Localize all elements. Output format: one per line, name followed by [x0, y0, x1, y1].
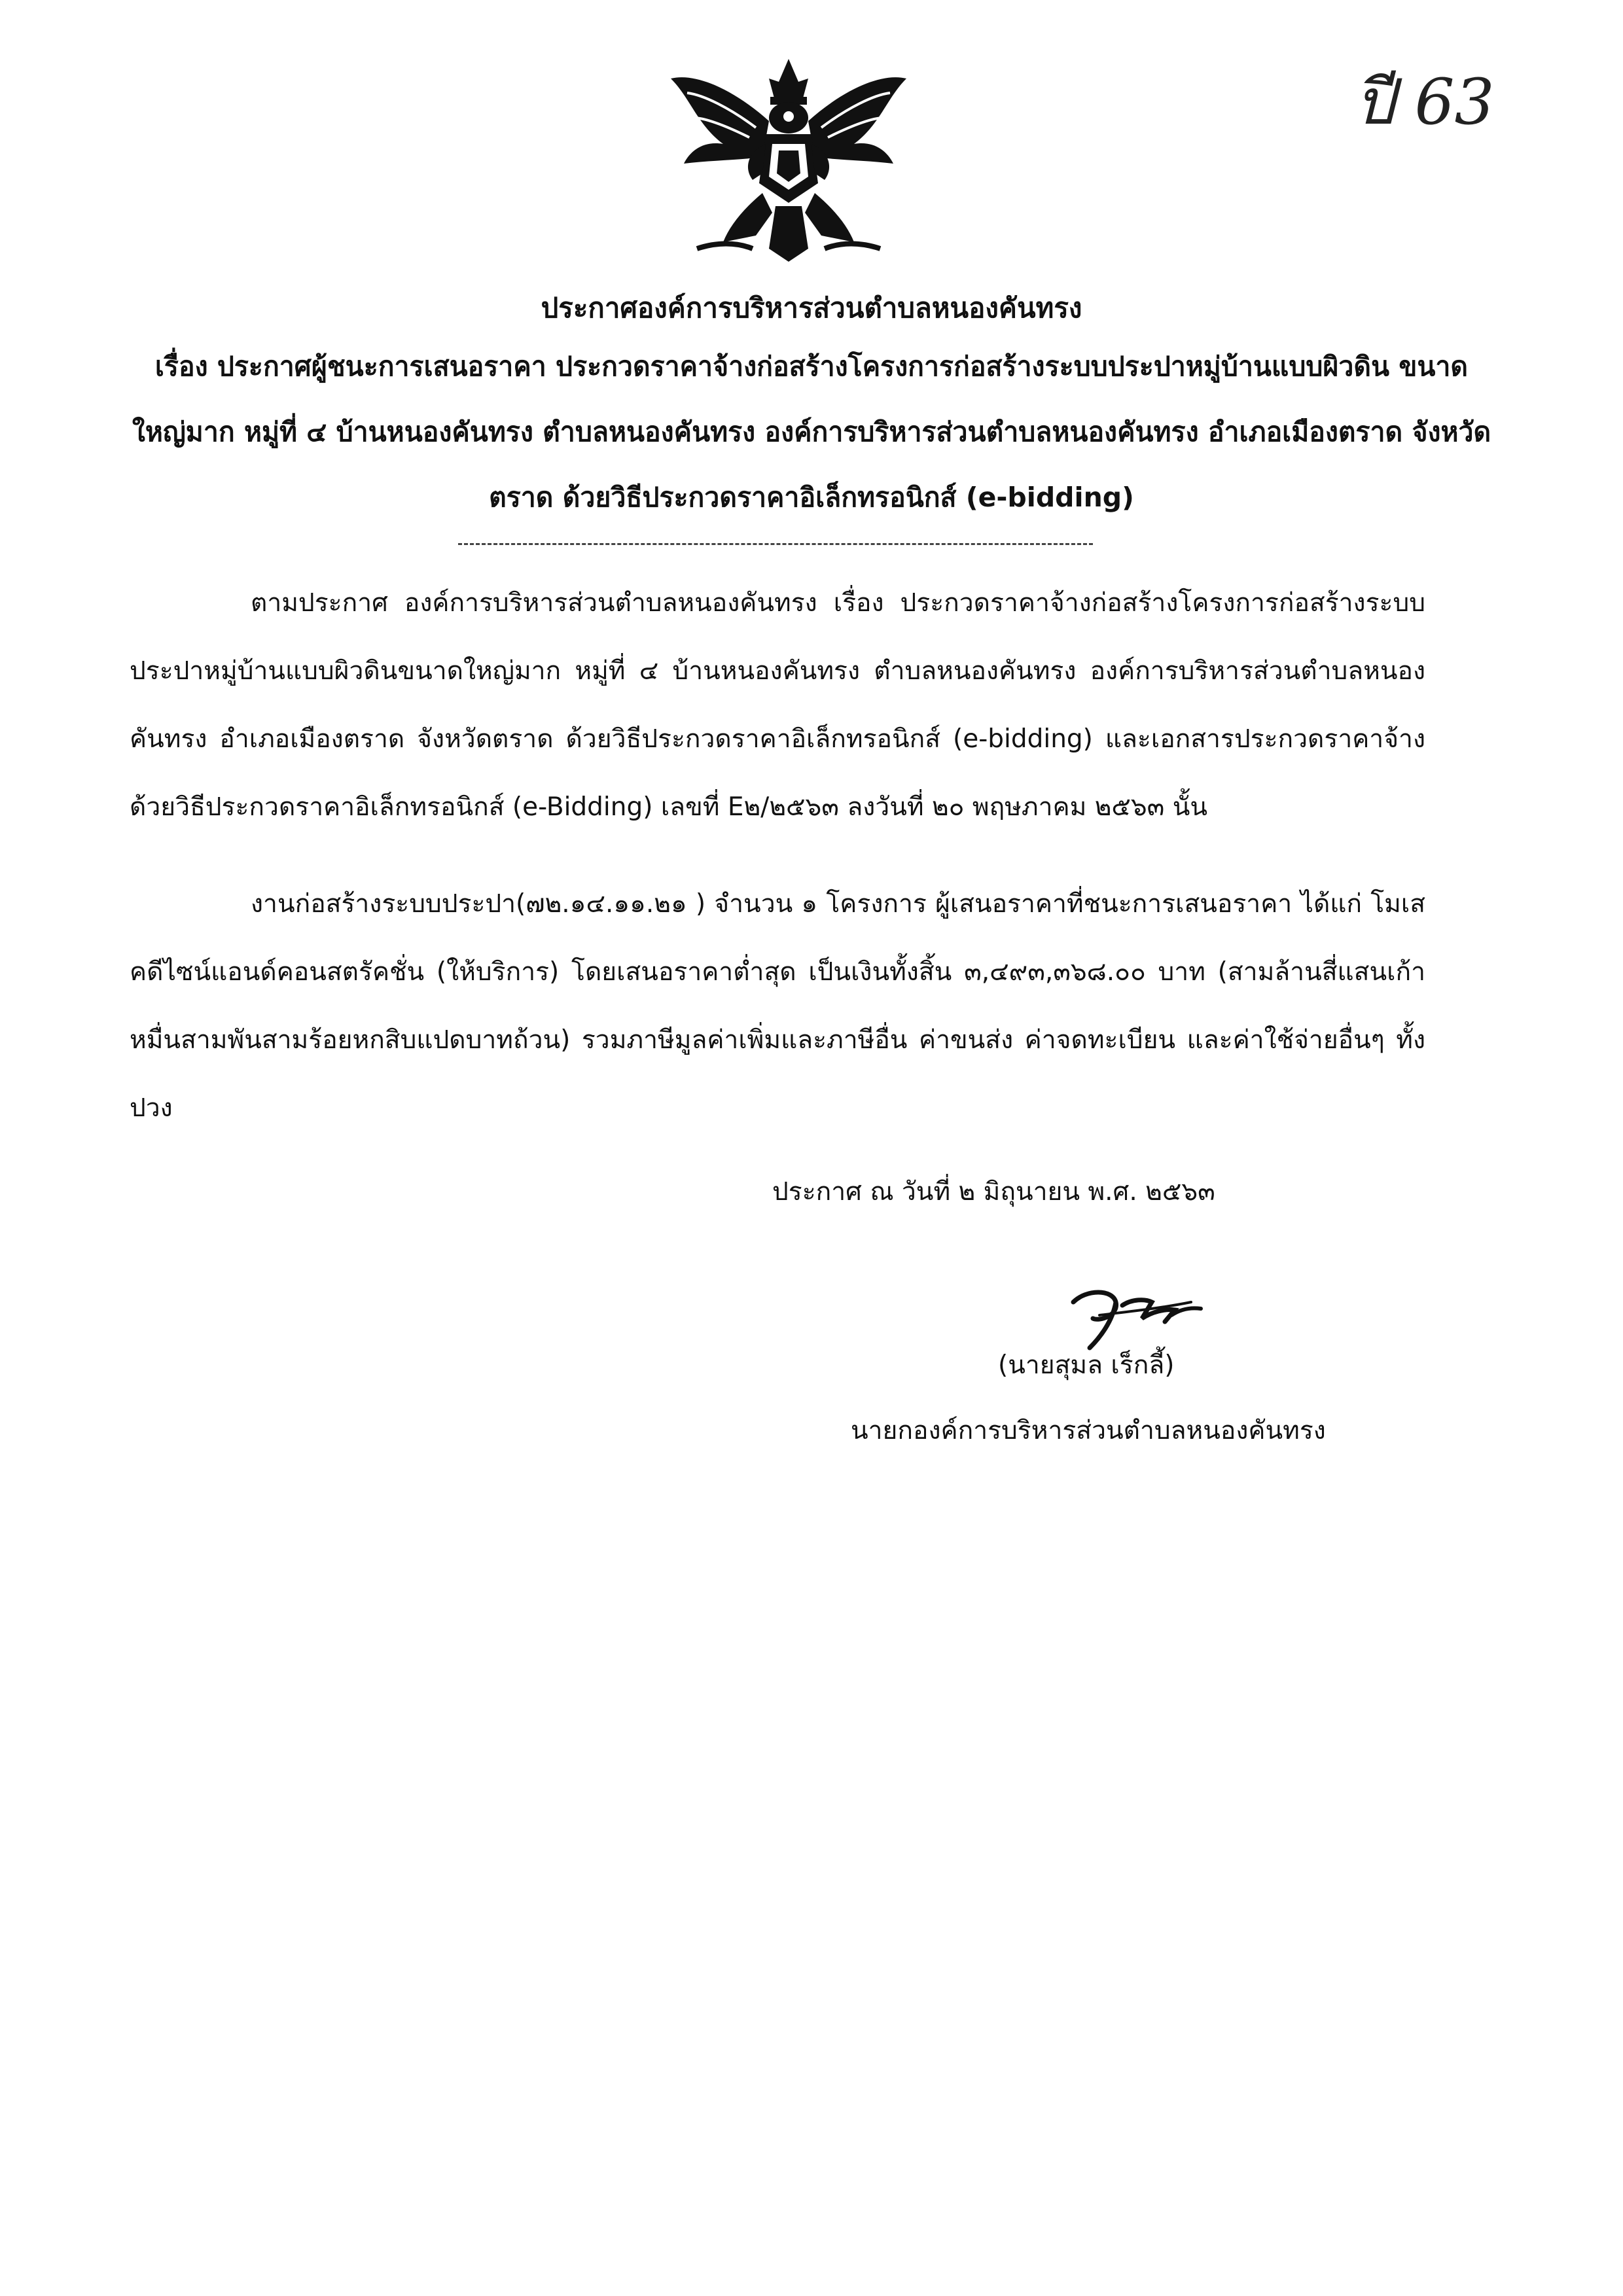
signer-name: (นายสุมล เร็กลี้) [998, 1351, 1175, 1380]
body-paragraph-winner: งานก่อสร้างระบบประปา(๗๒.๑๔.๑๑.๒๑ ) จำนวน ๑ โครงการ ผู้เสนอราคาที่ชนะการเสนอราคา ได้แก่ โมเสคดีไซน์แอนด์คอนสตรัคชั่น (ให้บริการ) โดยเสนอราคาต่ำสุด เป็นเงินทั้งสิ้น ๓,๔๙๓,๓๖๘.๐๐ บาท (สามล้านสี่แสนเก้าหมื่นสามพันสามร้อยหกสิบแปดบาทถ้วน) รวมภาษีมูลค่าเพิ่มและภาษีอื่น ค่าขนส่ง ค่าจดทะเบียน และค่าใช้จ่ายอื่นๆ ทั้งปวง [130, 889, 1425, 1123]
announcement-date: ประกาศ ณ วันที่ ๒ มิถุนายน พ.ศ. ๒๕๖๓ [772, 1177, 1215, 1207]
handwritten-signature [1060, 1282, 1211, 1354]
garuda-emblem-icon [658, 52, 919, 268]
dashed-divider [458, 543, 1093, 545]
body-paragraph-reference: ตามประกาศ องค์การบริหารส่วนตำบลหนองคันทรง เรื่อง ประกวดราคาจ้างก่อสร้างโครงการก่อสร้างระบบประปาหมู่บ้านแบบผิวดินขนาดใหญ่มาก หมู่ที่ ๔ บ้านหนองคันทรง ตำบลหนองคันทรง องค์การบริหารส่วนตำบลหนองคันทรง อำเภอเมืองตราด จังหวัดตราด ด้วยวิธีประกวดราคาอิเล็กทรอนิกส์ (e-bidding) และเอกสารประกวดราคาจ้างด้วยวิธีประกวดราคาอิเล็กทรอนิกส์ (e-Bidding) เลขที่ E๒/๒๕๖๓ ลงวันที่ ๒๐ พฤษภาคม ๒๕๖๓ นั้น [130, 588, 1425, 822]
announcement-subject: เรื่อง ประกาศผู้ชนะการเสนอราคา ประกวดราคาจ้างก่อสร้างโครงการก่อสร้างระบบประปาหมู่บ้านแบบผิวดิน ขนาดใหญ่มาก หมู่ที่ ๔ บ้านหนองคันทรง ตำบลหนองคันทรง องค์การบริหารส่วนตำบลหนองคันทรง อำเภอเมืองตราด จังหวัดตราด ด้วยวิธีประกวดราคาอิเล็กทรอนิกส์ (e-bidding) [132, 351, 1491, 513]
handwritten-year-note: ปี 63 [1355, 65, 1495, 139]
signer-position: นายกองค์การบริหารส่วนตำบลหนองคันทรง [851, 1416, 1326, 1445]
announcement-title: ประกาศองค์การบริหารส่วนตำบลหนองคันทรง [541, 292, 1082, 324]
